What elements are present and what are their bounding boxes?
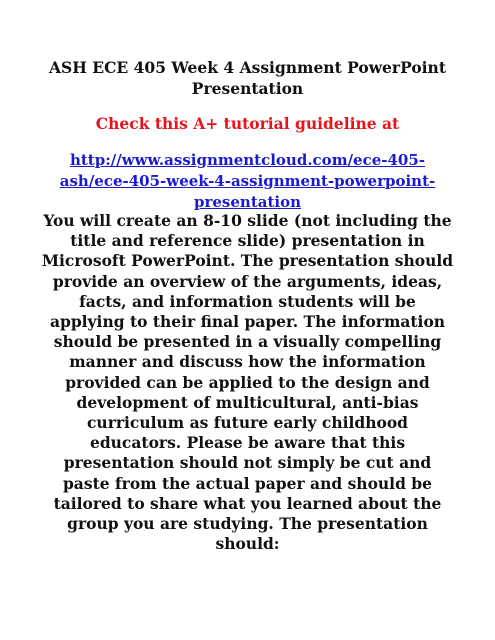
assignment-description: You will create an 8-10 slide (not including the title and reference slide) presentation in Microsoft PowerPoint. The presentation should provide an overview of the arguments, ideas, facts, and information students will be applying to their final paper. The information should be presented in a visually compelling manner and discuss how the information provided can be applied to the design and development of multicultural, anti-bias curriculum as future early childhood educators. Please be aware that this presentation should not simply be cut and paste from the actual paper and should be tailored to share what you learned about the group you are studying. The presentation should: xyxy=(41,211,454,554)
tutorial-link[interactable]: http://www.assignmentcloud.com/ece-405-ash/ece-405-week-4-assignment-powerpoint-presentation xyxy=(59,151,436,211)
tutorial-callout: Check this A+ tutorial guideline at xyxy=(95,114,400,133)
document-title: ASH ECE 405 Week 4 Assignment PowerPoint Presentation xyxy=(49,58,446,98)
